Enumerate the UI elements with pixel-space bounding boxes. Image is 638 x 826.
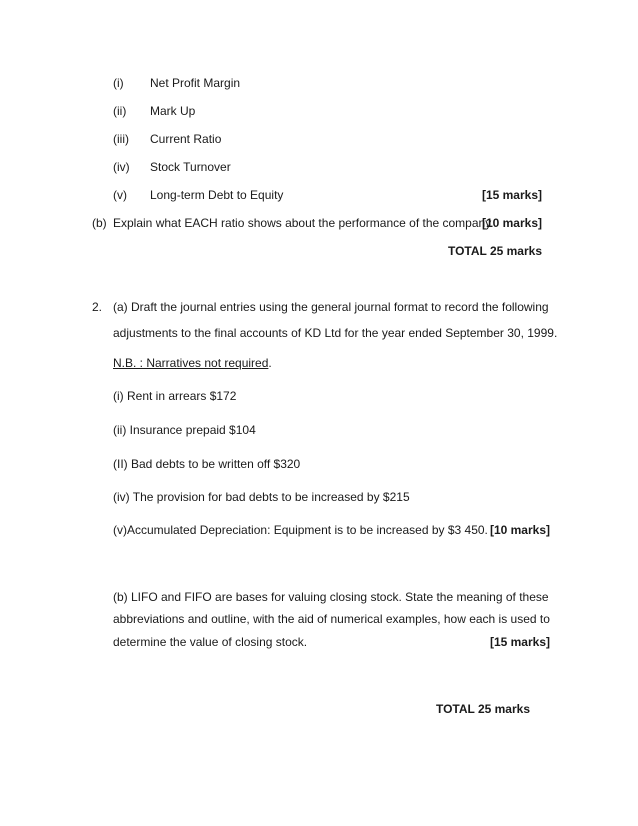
adjustment-item: (II) Bad debts to be written off $320 [113,457,301,471]
ratio-number: (iii) [113,132,129,146]
q2b-line-3: determine the value of closing stock. [113,635,308,649]
q1b-prefix: (b) [92,216,107,230]
q1b-text: Explain what EACH ratio shows about the performance of the company. [113,216,494,230]
ratio-label: Net Profit Margin [150,76,241,90]
nb-underlined-text: N.B. : Narratives not required [113,356,269,370]
adjustment-item: (ii) Insurance prepaid $104 [113,423,256,437]
ratio-number: (ii) [113,104,127,118]
nb-tail: . [268,356,272,370]
q2b-marks: [15 marks] [489,635,550,649]
q2-number: 2. [92,300,103,314]
ratio-number: (iv) [113,160,130,174]
adjustment-item: (v)Accumulated Depreciation: Equipment is to be increased by $3 450. [113,523,488,537]
adjustment-item: (iv) The provision for bad debts to be increased by $215 [113,490,410,504]
q1b-marks: [10 marks] [481,216,542,230]
q2-nb-note [113,356,272,370]
q1-total: TOTAL 25 marks [447,244,542,258]
ratio-label: Mark Up [150,104,196,118]
ratio-label: Current Ratio [150,132,222,146]
q2a-line-2: adjustments to the final accounts of KD Ltd for the year ended September 30, 1999. [113,326,558,340]
q2-total: TOTAL 25 marks [435,702,530,716]
ratio-label: Stock Turnover [150,160,231,174]
adjustment-item: (i) Rent in arrears $172 [113,389,237,403]
q2a-line-1: (a) Draft the journal entries using the general journal format to record the following [113,300,549,314]
q1a-marks: [15 marks] [481,188,542,202]
ratio-label: Long-term Debt to Equity [150,188,284,202]
q2b-line-2: abbreviations and outline, with the aid of numerical examples, how each is used to [113,612,550,626]
q2a-marks: [10 marks] [489,523,550,537]
q2b-line-1: (b) LIFO and FIFO are bases for valuing closing stock. State the meaning of these [113,590,549,604]
ratio-number: (i) [113,76,124,90]
ratio-number: (v) [113,188,127,202]
